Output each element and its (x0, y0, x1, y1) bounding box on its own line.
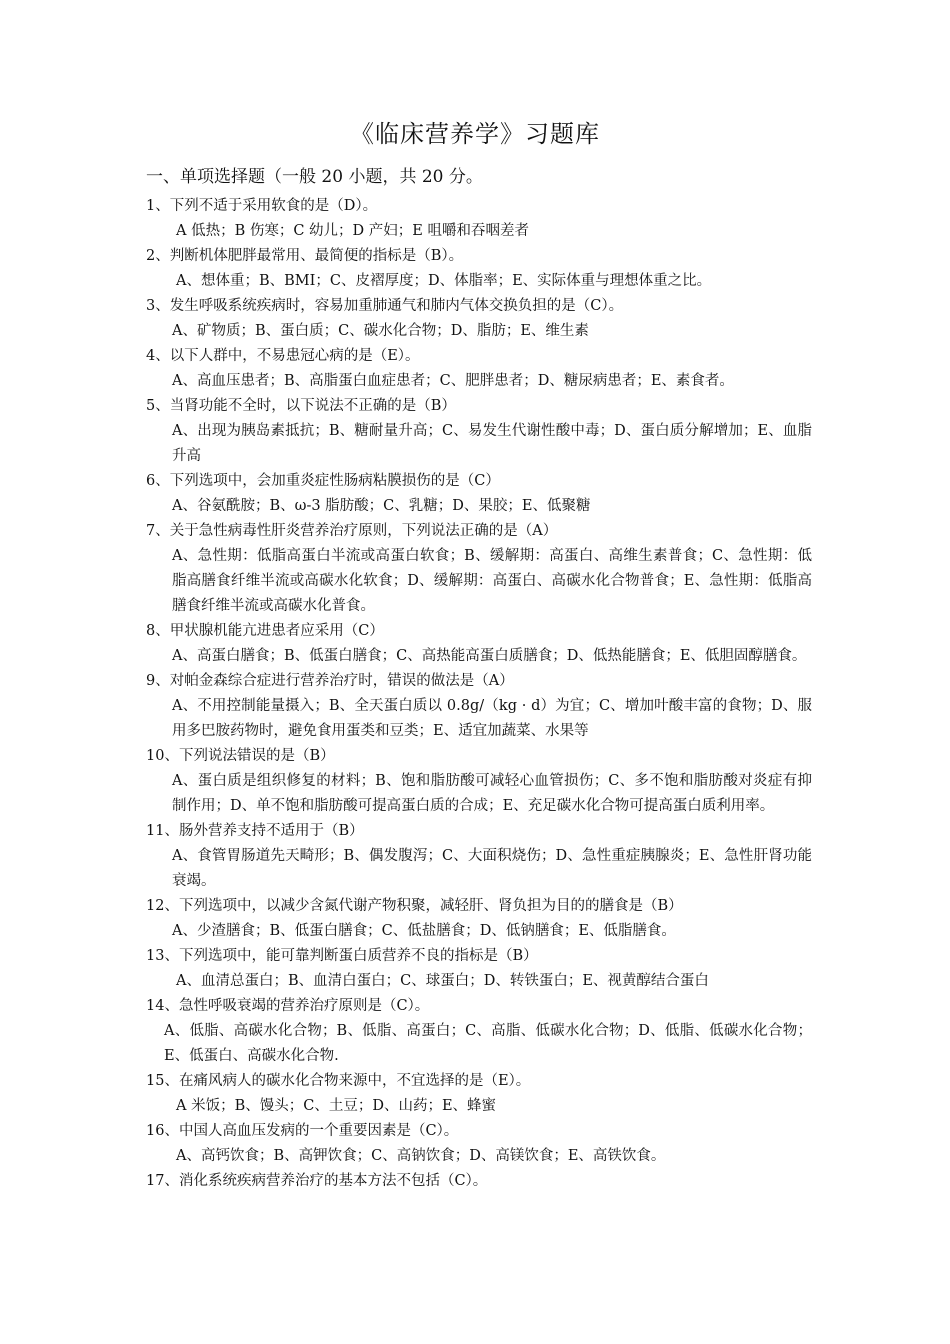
question-options: A 米饭；B、馒头；C、土豆；D、山药；E、蜂蜜 (176, 1098, 497, 1114)
question-item (146, 894, 812, 944)
question-item (146, 1169, 812, 1194)
question-item (146, 194, 812, 244)
question-text: 8、甲状腺机能亢进患者应采用（C） (146, 623, 384, 639)
question-item (146, 944, 812, 994)
question-text: 15、在痛风病人的碳水化合物来源中，不宜选择的是（E）。 (146, 1073, 531, 1089)
question-text: 17、消化系统疾病营养治疗的基本方法不包括（C）。 (146, 1173, 488, 1189)
question-item (146, 344, 812, 394)
question-options: A、高钙饮食；B、高钾饮食；C、高钠饮食；D、高镁饮食；E、高铁饮食。 (176, 1148, 666, 1164)
question-text: 2、判断机体肥胖最常用、最简便的指标是（B）。 (146, 248, 464, 264)
question-options: A、食管胃肠道先天畸形；B、偶发腹泻；C、大面积烧伤；D、急性重症胰腺炎；E、急性肝肾功能衰竭。 (172, 848, 812, 889)
question-options: A、低脂、高碳水化合物；B、低脂、高蛋白；C、高脂、低碳水化合物；D、低脂、低碳水化合物；E、低蛋白、高碳水化合物. (164, 1023, 812, 1064)
question-text: 10、下列说法错误的是（B） (146, 748, 335, 764)
question-text: 11、肠外营养支持不适用于（B） (146, 823, 364, 839)
section-heading: 一、单项选择题（一般 20 小题，共 20 分。 (146, 167, 483, 187)
question-text: 5、当肾功能不全时，以下说法不正确的是（B） (146, 398, 456, 414)
question-item (146, 744, 812, 819)
question-item (146, 619, 812, 669)
question-options: A、急性期：低脂高蛋白半流或高蛋白软食；B、缓解期：高蛋白、高维生素普食；C、急性期：低脂高膳食纤维半流或高碳水化软食；D、缓解期：高蛋白、高碳水化合物普食；E、急性期：低脂高膳食纤维半流或高碳水化普食。 (172, 548, 812, 614)
question-text: 7、关于急性病毒性肝炎营养治疗原则，下列说法正确的是（A） (146, 523, 558, 539)
document-title: 《临床营养学》习题库 (350, 120, 600, 148)
question-text: 14、急性呼吸衰竭的营养治疗原则是（C）。 (146, 998, 430, 1014)
question-text: 1、下列不适于采用软食的是（D）。 (146, 198, 378, 214)
question-options: A、高血压患者；B、高脂蛋白血症患者；C、肥胖患者；D、糖尿病患者；E、素食者。 (172, 373, 734, 389)
question-options: A、谷氨酰胺；B、ω-3 脂肪酸；C、乳糖；D、果胶；E、低聚糖 (172, 498, 591, 514)
question-item (146, 669, 812, 744)
question-item (146, 519, 812, 619)
question-text: 4、以下人群中，不易患冠心病的是（E）。 (146, 348, 420, 364)
question-options: A、血清总蛋白；B、血清白蛋白；C、球蛋白；D、转铁蛋白；E、视黄醇结合蛋白 (176, 973, 709, 989)
question-text: 13、下列选项中，能可靠判断蛋白质营养不良的指标是（B） (146, 948, 538, 964)
question-options: A 低热；B 伤寒；C 幼儿；D 产妇；E 咀嚼和吞咽差者 (176, 223, 529, 239)
question-options: A、少渣膳食；B、低蛋白膳食；C、低盐膳食；D、低钠膳食；E、低脂膳食。 (172, 923, 676, 939)
question-item (146, 819, 812, 894)
question-options: A、想体重；B、BMI；C、皮褶厚度；D、体脂率；E、实际体重与理想体重之比。 (176, 273, 712, 289)
question-text: 6、下列选项中，会加重炎症性肠病粘膜损伤的是（C） (146, 473, 500, 489)
question-item (146, 294, 812, 344)
question-item (146, 994, 812, 1069)
question-options: A、蛋白质是组织修复的材料；B、饱和脂肪酸可减轻心血管损伤；C、多不饱和脂肪酸对炎症有抑制作用；D、单不饱和脂肪酸可提高蛋白质的合成；E、充足碳水化合物可提高蛋白质利用率。 (172, 773, 812, 814)
question-text: 16、中国人高血压发病的一个重要因素是（C）。 (146, 1123, 459, 1139)
question-options: A、矿物质；B、蛋白质；C、碳水化合物；D、脂肪；E、维生素 (172, 323, 589, 339)
question-options: A、出现为胰岛素抵抗；B、糖耐量升高；C、易发生代谢性酸中毒；D、蛋白质分解增加；E、血脂升高 (172, 423, 812, 464)
question-item (146, 394, 812, 469)
question-options: A、高蛋白膳食；B、低蛋白膳食；C、高热能高蛋白质膳食；D、低热能膳食；E、低胆固醇膳食。 (172, 648, 807, 664)
question-list (146, 194, 812, 1194)
question-item (146, 1069, 812, 1119)
question-item (146, 244, 812, 294)
question-options: A、不用控制能量摄入；B、全天蛋白质以 0.8g/（kg · d）为宜；C、增加叶酸丰富的食物；D、服用多巴胺药物时，避免食用蛋类和豆类；E、适宜加蔬菜、水果等 (172, 698, 812, 739)
question-text: 9、对帕金森综合症进行营养治疗时，错误的做法是（A） (146, 673, 514, 689)
question-item (146, 469, 812, 519)
question-text: 12、下列选项中，以减少含氮代谢产物积聚，减轻肝、肾负担为目的的膳食是（B） (146, 898, 683, 914)
question-item (146, 1119, 812, 1169)
question-text: 3、发生呼吸系统疾病时，容易加重肺通气和肺内气体交换负担的是（C）。 (146, 298, 624, 314)
